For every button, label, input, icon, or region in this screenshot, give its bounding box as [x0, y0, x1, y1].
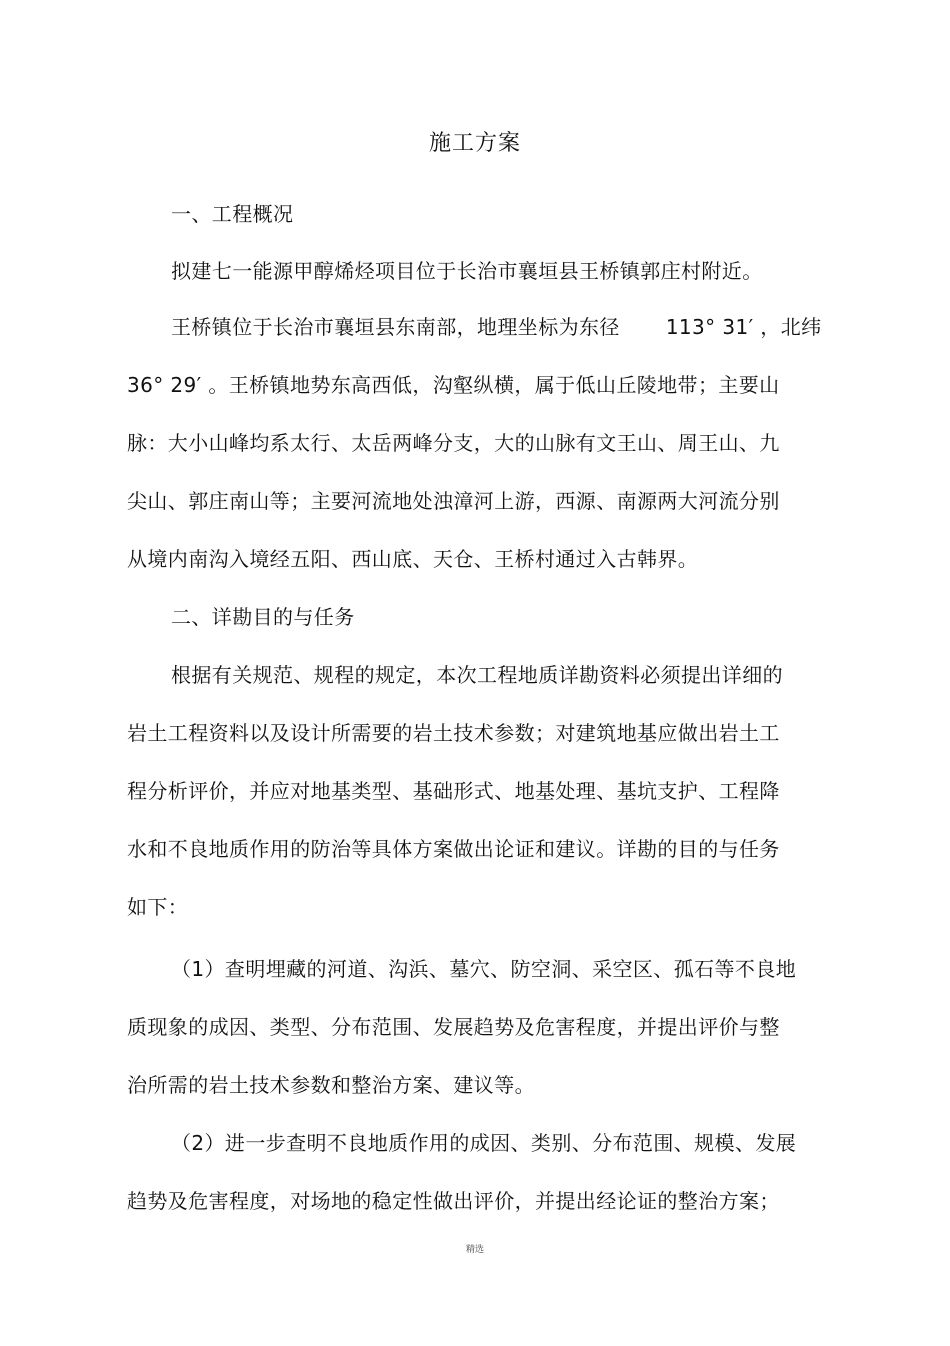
- list-item-2-line-1: （2）进一步查明不良地质作用的成因、类别、分布范围、规模、发展: [171, 1131, 797, 1155]
- list-item-1-line-1: （1）查明埋藏的河道、沟浜、墓穴、防空洞、采空区、孤石等不良地: [171, 957, 797, 981]
- page-footer: 精选: [465, 1245, 484, 1255]
- section-heading-overview: 一、工程概况: [171, 202, 294, 226]
- paragraph-project-location: 拟建七一能源甲醇烯烃项目位于长治市襄垣县王桥镇郭庄村附近。: [171, 259, 763, 283]
- list-item-1-line-3: 治所需的岩土技术参数和整治方案、建议等。: [127, 1073, 535, 1097]
- geography-line-1-text: 王桥镇位于长治市襄垣县东南部，地理坐标为东径: [171, 315, 620, 339]
- paragraph-geography-line-1: [171, 313, 822, 341]
- paragraph-geography-line-3: 脉：大小山峰均系太行、太岳两峰分支，大的山脉有文王山、周王山、九: [127, 431, 780, 455]
- paragraph-survey-line-2: 岩土工程资料以及设计所需要的岩土技术参数；对建筑地基应做出岩土工: [127, 721, 780, 745]
- paragraph-survey-line-3: 程分析评价，并应对地基类型、基础形式、地基处理、基坑支护、工程降: [127, 779, 780, 803]
- section-heading-survey-tasks: 二、详勘目的与任务: [171, 605, 355, 629]
- page-title: 施工方案: [428, 131, 521, 156]
- paragraph-survey-line-1: 根据有关规范、规程的规定，本次工程地质详勘资料必须提出详细的: [171, 663, 783, 687]
- coordinates-longitude: 113° 31′ ，北纬: [665, 315, 822, 339]
- paragraph-geography-line-5: 从境内南沟入境经五阳、西山底、天仓、王桥村通过入古韩界。: [127, 547, 699, 571]
- paragraph-geography-line-2: 36° 29′ 。王桥镇地势东高西低，沟壑纵横，属于低山丘陵地带；主要山: [127, 373, 780, 397]
- paragraph-survey-line-5: 如下：: [127, 895, 189, 919]
- list-item-1-line-2: 质现象的成因、类型、分布范围、发展趋势及危害程度，并提出评价与整: [127, 1015, 780, 1039]
- paragraph-survey-line-4: 水和不良地质作用的防治等具体方案做出论证和建议。详勘的目的与任务: [127, 837, 780, 861]
- list-item-2-line-2: 趋势及危害程度，对场地的稳定性做出评价，并提出经论证的整治方案；: [127, 1189, 780, 1213]
- paragraph-geography-line-4: 尖山、郭庄南山等；主要河流地处浊漳河上游，西源、南源两大河流分别: [127, 489, 780, 513]
